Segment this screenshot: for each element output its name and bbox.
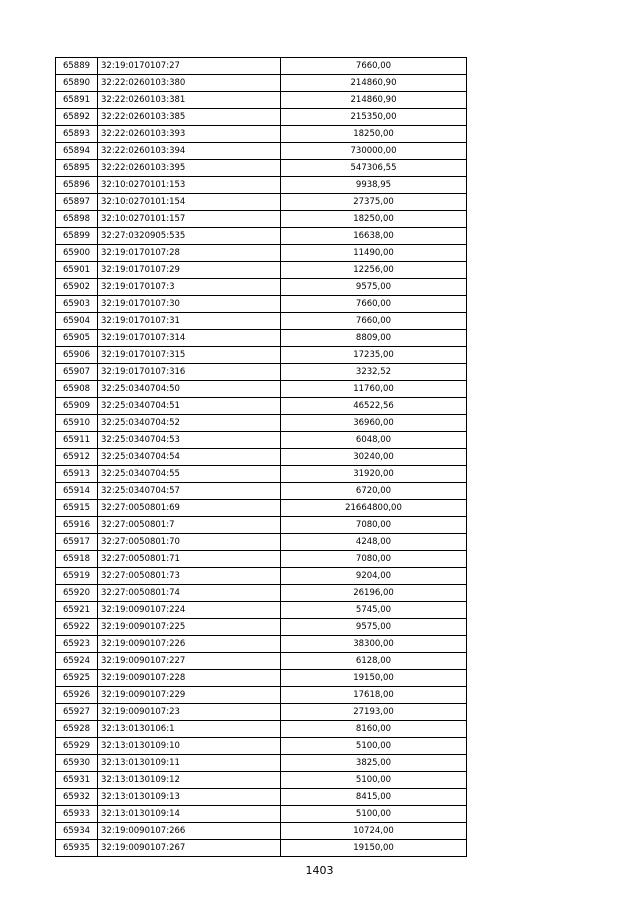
row-number-cell: 65896	[56, 177, 98, 194]
cadastral-number-cell: 32:10:0270101:157	[98, 211, 281, 228]
cadastral-number-cell: 32:25:0340704:57	[98, 483, 281, 500]
table-row	[56, 415, 467, 432]
value-cell: 11760,00	[281, 381, 467, 398]
table-row	[56, 432, 467, 449]
value-cell: 36960,00	[281, 415, 467, 432]
table-row	[56, 143, 467, 160]
row-number-cell: 65906	[56, 347, 98, 364]
table-row	[56, 772, 467, 789]
value-cell: 9575,00	[281, 279, 467, 296]
table-row	[56, 738, 467, 755]
cadastral-number-cell: 32:13:0130109:10	[98, 738, 281, 755]
cadastral-number-cell: 32:19:0090107:224	[98, 602, 281, 619]
cadastral-number-cell: 32:13:0130109:14	[98, 806, 281, 823]
row-number-cell: 65933	[56, 806, 98, 823]
cadastral-number-cell: 32:19:0090107:229	[98, 687, 281, 704]
cadastral-number-cell: 32:19:0170107:314	[98, 330, 281, 347]
row-number-cell: 65919	[56, 568, 98, 585]
table-row	[56, 364, 467, 381]
cadastral-number-cell: 32:13:0130109:12	[98, 772, 281, 789]
value-cell: 730000,00	[281, 143, 467, 160]
value-cell: 7080,00	[281, 517, 467, 534]
row-number-cell: 65909	[56, 398, 98, 415]
row-number-cell: 65894	[56, 143, 98, 160]
cadastral-number-cell: 32:19:0090107:227	[98, 653, 281, 670]
cadastral-number-cell: 32:19:0090107:23	[98, 704, 281, 721]
table-row	[56, 262, 467, 279]
cadastral-number-cell: 32:19:0170107:27	[98, 58, 281, 75]
value-cell: 16638,00	[281, 228, 467, 245]
value-cell: 6048,00	[281, 432, 467, 449]
value-cell: 27193,00	[281, 704, 467, 721]
row-number-cell: 65913	[56, 466, 98, 483]
row-number-cell: 65891	[56, 92, 98, 109]
row-number-cell: 65901	[56, 262, 98, 279]
row-number-cell: 65902	[56, 279, 98, 296]
row-number-cell: 65895	[56, 160, 98, 177]
cadastral-number-cell: 32:13:0130106:1	[98, 721, 281, 738]
table-row	[56, 160, 467, 177]
value-cell: 27375,00	[281, 194, 467, 211]
value-cell: 5100,00	[281, 738, 467, 755]
table-row	[56, 789, 467, 806]
value-cell: 18250,00	[281, 126, 467, 143]
cadastral-number-cell: 32:13:0130109:11	[98, 755, 281, 772]
cadastral-number-cell: 32:25:0340704:54	[98, 449, 281, 466]
table-row	[56, 126, 467, 143]
table-row	[56, 483, 467, 500]
table-row	[56, 534, 467, 551]
value-cell: 214860,90	[281, 92, 467, 109]
cadastral-number-cell: 32:19:0090107:225	[98, 619, 281, 636]
value-cell: 8809,00	[281, 330, 467, 347]
value-cell: 8415,00	[281, 789, 467, 806]
table-row	[56, 551, 467, 568]
page-number: 1403	[305, 864, 334, 877]
table-row	[56, 296, 467, 313]
row-number-cell: 65928	[56, 721, 98, 738]
row-number-cell: 65931	[56, 772, 98, 789]
cadastral-number-cell: 32:22:0260103:381	[98, 92, 281, 109]
value-cell: 10724,00	[281, 823, 467, 840]
row-number-cell: 65898	[56, 211, 98, 228]
cadastral-number-cell: 32:27:0050801:70	[98, 534, 281, 551]
cadastral-number-cell: 32:27:0050801:7	[98, 517, 281, 534]
row-number-cell: 65892	[56, 109, 98, 126]
value-cell: 9204,00	[281, 568, 467, 585]
value-cell: 5745,00	[281, 602, 467, 619]
data-table	[55, 57, 467, 857]
row-number-cell: 65925	[56, 670, 98, 687]
row-number-cell: 65924	[56, 653, 98, 670]
cadastral-number-cell: 32:13:0130109:13	[98, 789, 281, 806]
row-number-cell: 65905	[56, 330, 98, 347]
cadastral-number-cell: 32:19:0170107:31	[98, 313, 281, 330]
value-cell: 6128,00	[281, 653, 467, 670]
value-cell: 21664800,00	[281, 500, 467, 517]
row-number-cell: 65907	[56, 364, 98, 381]
table-row	[56, 568, 467, 585]
value-cell: 9575,00	[281, 619, 467, 636]
value-cell: 215350,00	[281, 109, 467, 126]
cadastral-number-cell: 32:22:0260103:394	[98, 143, 281, 160]
value-cell: 26196,00	[281, 585, 467, 602]
row-number-cell: 65904	[56, 313, 98, 330]
value-cell: 3825,00	[281, 755, 467, 772]
value-cell: 11490,00	[281, 245, 467, 262]
table-row	[56, 330, 467, 347]
table-row	[56, 670, 467, 687]
cadastral-number-cell: 32:10:0270101:153	[98, 177, 281, 194]
table-row	[56, 58, 467, 75]
row-number-cell: 65929	[56, 738, 98, 755]
row-number-cell: 65890	[56, 75, 98, 92]
row-number-cell: 65926	[56, 687, 98, 704]
row-number-cell: 65908	[56, 381, 98, 398]
value-cell: 3232,52	[281, 364, 467, 381]
table-row	[56, 806, 467, 823]
row-number-cell: 65935	[56, 840, 98, 857]
row-number-cell: 65934	[56, 823, 98, 840]
table-row	[56, 823, 467, 840]
value-cell: 19150,00	[281, 670, 467, 687]
value-cell: 18250,00	[281, 211, 467, 228]
cadastral-number-cell: 32:22:0260103:385	[98, 109, 281, 126]
table-body	[56, 58, 467, 857]
table-row	[56, 704, 467, 721]
table-row	[56, 279, 467, 296]
cadastral-number-cell: 32:19:0090107:228	[98, 670, 281, 687]
table-row	[56, 840, 467, 857]
value-cell: 7660,00	[281, 58, 467, 75]
row-number-cell: 65911	[56, 432, 98, 449]
value-cell: 214860,90	[281, 75, 467, 92]
table-row	[56, 517, 467, 534]
value-cell: 17618,00	[281, 687, 467, 704]
table-row	[56, 75, 467, 92]
row-number-cell: 65903	[56, 296, 98, 313]
table-row	[56, 449, 467, 466]
value-cell: 30240,00	[281, 449, 467, 466]
value-cell: 38300,00	[281, 636, 467, 653]
table-row	[56, 466, 467, 483]
table-row	[56, 636, 467, 653]
cadastral-number-cell: 32:25:0340704:53	[98, 432, 281, 449]
table-row	[56, 619, 467, 636]
row-number-cell: 65889	[56, 58, 98, 75]
value-cell: 9938,95	[281, 177, 467, 194]
row-number-cell: 65917	[56, 534, 98, 551]
row-number-cell: 65914	[56, 483, 98, 500]
cadastral-number-cell: 32:22:0260103:380	[98, 75, 281, 92]
cadastral-number-cell: 32:22:0260103:393	[98, 126, 281, 143]
table-row	[56, 721, 467, 738]
table-row	[56, 687, 467, 704]
row-number-cell: 65920	[56, 585, 98, 602]
value-cell: 547306,55	[281, 160, 467, 177]
cadastral-number-cell: 32:19:0170107:28	[98, 245, 281, 262]
value-cell: 31920,00	[281, 466, 467, 483]
table-row	[56, 109, 467, 126]
table-row	[56, 313, 467, 330]
table-row	[56, 177, 467, 194]
table-row	[56, 585, 467, 602]
value-cell: 4248,00	[281, 534, 467, 551]
cadastral-number-cell: 32:22:0260103:395	[98, 160, 281, 177]
cadastral-number-cell: 32:19:0170107:29	[98, 262, 281, 279]
cadastral-number-cell: 32:10:0270101:154	[98, 194, 281, 211]
cadastral-number-cell: 32:19:0090107:266	[98, 823, 281, 840]
cadastral-number-cell: 32:27:0050801:71	[98, 551, 281, 568]
cadastral-number-cell: 32:19:0090107:226	[98, 636, 281, 653]
cadastral-number-cell: 32:25:0340704:51	[98, 398, 281, 415]
value-cell: 46522,56	[281, 398, 467, 415]
table-row	[56, 602, 467, 619]
cadastral-number-cell: 32:27:0050801:74	[98, 585, 281, 602]
row-number-cell: 65923	[56, 636, 98, 653]
value-cell: 17235,00	[281, 347, 467, 364]
table-row	[56, 92, 467, 109]
value-cell: 5100,00	[281, 806, 467, 823]
row-number-cell: 65912	[56, 449, 98, 466]
row-number-cell: 65932	[56, 789, 98, 806]
table-row	[56, 228, 467, 245]
table-row	[56, 194, 467, 211]
value-cell: 5100,00	[281, 772, 467, 789]
row-number-cell: 65927	[56, 704, 98, 721]
table-row	[56, 755, 467, 772]
table-row	[56, 347, 467, 364]
row-number-cell: 65922	[56, 619, 98, 636]
row-number-cell: 65910	[56, 415, 98, 432]
value-cell: 8160,00	[281, 721, 467, 738]
table-row	[56, 500, 467, 517]
row-number-cell: 65916	[56, 517, 98, 534]
row-number-cell: 65921	[56, 602, 98, 619]
table-row	[56, 211, 467, 228]
row-number-cell: 65915	[56, 500, 98, 517]
value-cell: 12256,00	[281, 262, 467, 279]
cadastral-number-cell: 32:19:0170107:3	[98, 279, 281, 296]
cadastral-number-cell: 32:19:0090107:267	[98, 840, 281, 857]
value-cell: 7660,00	[281, 296, 467, 313]
cadastral-number-cell: 32:19:0170107:316	[98, 364, 281, 381]
value-cell: 7660,00	[281, 313, 467, 330]
row-number-cell: 65900	[56, 245, 98, 262]
cadastral-number-cell: 32:27:0050801:69	[98, 500, 281, 517]
row-number-cell: 65899	[56, 228, 98, 245]
cadastral-number-cell: 32:25:0340704:50	[98, 381, 281, 398]
cadastral-number-cell: 32:19:0170107:30	[98, 296, 281, 313]
row-number-cell: 65930	[56, 755, 98, 772]
value-cell: 6720,00	[281, 483, 467, 500]
cadastral-number-cell: 32:25:0340704:55	[98, 466, 281, 483]
row-number-cell: 65918	[56, 551, 98, 568]
row-number-cell: 65897	[56, 194, 98, 211]
cadastral-number-cell: 32:19:0170107:315	[98, 347, 281, 364]
table-row	[56, 381, 467, 398]
cadastral-number-cell: 32:25:0340704:52	[98, 415, 281, 432]
table-row	[56, 653, 467, 670]
cadastral-number-cell: 32:27:0320905:535	[98, 228, 281, 245]
cadastral-number-cell: 32:27:0050801:73	[98, 568, 281, 585]
value-cell: 19150,00	[281, 840, 467, 857]
value-cell: 7080,00	[281, 551, 467, 568]
table-row	[56, 398, 467, 415]
table-row	[56, 245, 467, 262]
row-number-cell: 65893	[56, 126, 98, 143]
